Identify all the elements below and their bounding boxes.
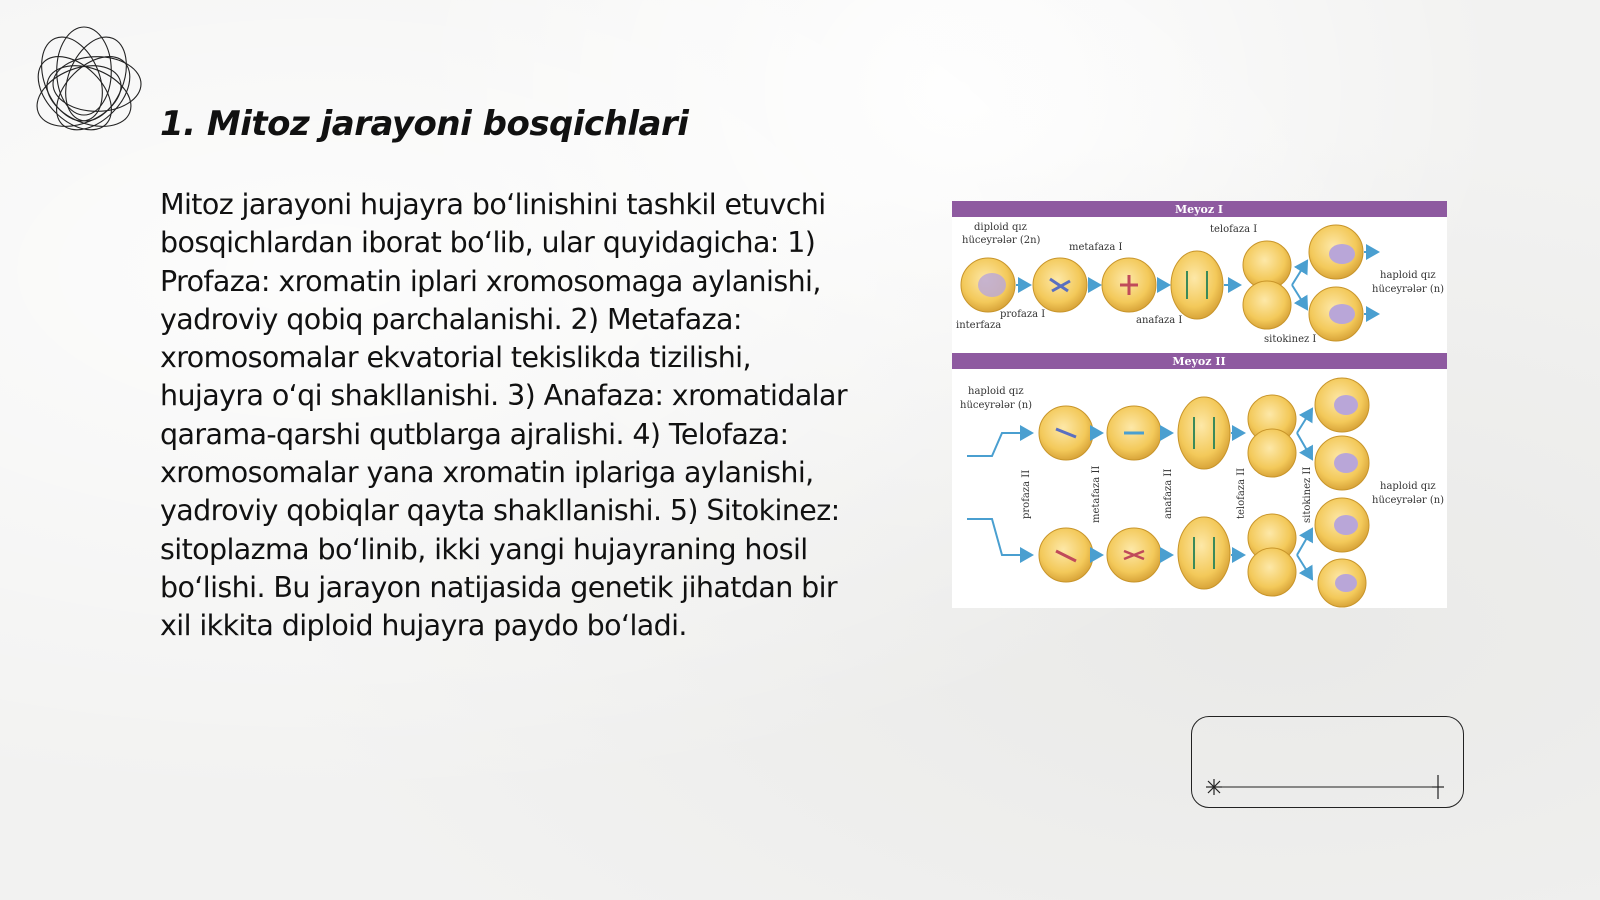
decorative-frame <box>1191 716 1464 808</box>
label-haploid-1: haploid qız <box>1380 270 1436 281</box>
label-profaza-1: profaza I <box>1000 309 1046 320</box>
label-haploid-in-1: haploid qız <box>968 386 1024 397</box>
label-profaza-2: profaza II <box>1021 469 1032 519</box>
label-interfaza: interfaza <box>956 320 1002 331</box>
label-diploid-2: hüceyrələr (2n) <box>962 235 1041 246</box>
label-metafaza-2: metafaza II <box>1091 465 1102 523</box>
label-metafaza-1: metafaza I <box>1069 242 1123 253</box>
meyoz-1-title: Meyoz I <box>1174 203 1224 216</box>
label-haploid-in-2: hüceyrələr (n) <box>960 400 1033 411</box>
label-anafaza-2: anafaza II <box>1163 468 1174 519</box>
rosette-ring <box>57 27 112 115</box>
sparkle-icon <box>1206 779 1222 795</box>
label-telofaza-2: telofaza II <box>1236 467 1247 519</box>
label-haploid-2: hüceyrələr (n) <box>1372 284 1445 295</box>
label-haploid-out-2: hüceyrələr (n) <box>1372 495 1445 506</box>
label-haploid-out-1: haploid qız <box>1380 481 1436 492</box>
label-diploid-1: diploid qız <box>974 222 1027 233</box>
slide-title: 1. Mitoz jarayoni bosqichlari <box>160 104 689 144</box>
label-telofaza-1: telofaza I <box>1210 224 1258 235</box>
label-sitokinez-1: sitokinez I <box>1264 334 1317 345</box>
circle-rosette-icon <box>10 10 158 158</box>
meyoz-2-cells <box>1039 378 1369 607</box>
crosshair-icon <box>1432 775 1444 799</box>
label-anafaza-1: anafaza I <box>1136 315 1183 326</box>
slide-body-text: Mitoz jarayoni hujayra boʻlinishini tashkil etuvchi bosqichlardan iborat boʻlib, ular quyidagicha: 1) Profaza: xromatin iplari xromosomaga aylanishi, yadroviy qobiq parchalanishi. 2) Metafaza: xromosomalar ekvatorial tekislikda tizilishi, hujayra oʻqi shakllanishi. 3) Anafaza: xromatidalar qarama-qarshi qutblarga ajralishi. 4) Telofaza: xromosomalar yana xromatin iplariga aylanishi, yadroviy qobiqlar qayta shakllanishi. 5) Sitokinez: sitoplazma boʻlinib, ikki yangi hujayraning hosil boʻlishi. Bu jarayon natijasida genetik jihatdan bir xil ikkita diploid hujayra paydo boʻladi. <box>160 188 847 643</box>
meiosis-diagram <box>952 201 1447 608</box>
label-sitokinez-2: sitokinez II <box>1302 466 1313 523</box>
meyoz-2-title: Meyoz II <box>1172 355 1226 368</box>
